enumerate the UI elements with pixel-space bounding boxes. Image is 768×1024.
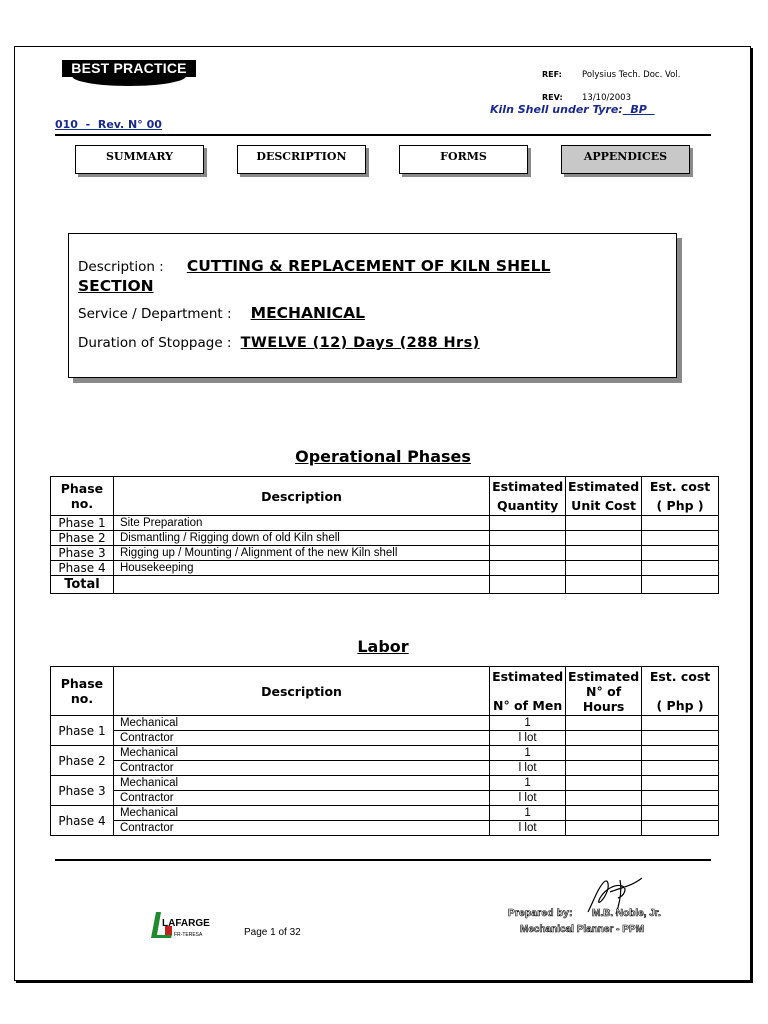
- men-cell: l lot: [490, 821, 566, 836]
- quantity-header-line2: Quantity: [496, 498, 559, 513]
- preparer-title: Mechanical Planner - PPM: [520, 924, 644, 935]
- cost-cell: [642, 531, 719, 546]
- men-cell: 1: [490, 716, 566, 731]
- operational-phases-table: [50, 476, 719, 594]
- unit-cost-cell: [566, 531, 642, 546]
- hours-cell: [566, 731, 642, 746]
- description-button[interactable]: DESCRIPTION: [237, 145, 366, 174]
- cost-cell: [642, 776, 719, 791]
- unit-cost-header: [566, 477, 642, 516]
- hours-header: [566, 667, 642, 716]
- description-cell: Housekeeping: [113, 561, 489, 576]
- prepared-by-label: Prepared by:: [508, 908, 573, 919]
- table-row: [51, 776, 719, 791]
- total-quantity-cell: [490, 576, 566, 594]
- footer-divider: [55, 859, 711, 861]
- description-cell: Contractor: [113, 791, 489, 806]
- cost-cell: [642, 546, 719, 561]
- unit-cost-cell: [566, 516, 642, 531]
- table-row: [51, 531, 719, 546]
- cost-cell: [642, 561, 719, 576]
- description-box: [68, 233, 677, 378]
- men-cell: 1: [490, 776, 566, 791]
- est-cost-header: [642, 667, 719, 716]
- description-cell: Rigging up / Mounting / Alignment of the new Kiln shell: [113, 546, 489, 561]
- est-cost-header-line2: ( Php ): [656, 498, 704, 513]
- unit-cost-header-line2: Unit Cost: [571, 498, 637, 513]
- hours-cell: [566, 806, 642, 821]
- description-cell: Dismantling / Rigging down of old Kiln shell: [113, 531, 489, 546]
- duration-label: Duration of Stoppage :: [78, 335, 232, 351]
- total-cost-cell: [642, 576, 719, 594]
- cost-cell: [642, 516, 719, 531]
- hours-header-line1: Estimated: [568, 668, 640, 684]
- quantity-cell: [490, 561, 566, 576]
- description-label: Description :: [78, 259, 164, 275]
- cost-cell: [642, 761, 719, 776]
- description-cell: Mechanical: [113, 746, 489, 761]
- description-cell: Contractor: [113, 731, 489, 746]
- table-row: [51, 731, 719, 746]
- quantity-cell: [490, 516, 566, 531]
- description-cell: Contractor: [113, 761, 489, 776]
- rev-value: 13/10/2003: [582, 93, 631, 103]
- badge-label: BEST PRACTICE: [62, 60, 196, 77]
- table-row: [51, 516, 719, 531]
- est-cost-header-line1: Est. cost: [649, 669, 711, 684]
- unit-cost-cell: [566, 561, 642, 576]
- description-value: CUTTING & REPLACEMENT OF KILN SHELL: [186, 257, 551, 275]
- unit-cost-header-line1: Estimated: [568, 479, 640, 494]
- table-row: [51, 761, 719, 776]
- ref-value: Polysius Tech. Doc. Vol.: [582, 70, 681, 80]
- phase-cell: Phase 1: [51, 716, 114, 746]
- phase-cell: Phase 3: [51, 546, 114, 561]
- total-label: Total: [51, 576, 114, 594]
- table-row: [51, 561, 719, 576]
- men-cell: 1: [490, 746, 566, 761]
- operational-phases-title: Operational Phases: [295, 447, 471, 466]
- hours-cell: [566, 821, 642, 836]
- description-header: Description: [113, 667, 489, 716]
- labor-title: Labor: [357, 637, 409, 656]
- rev-label: REV:: [542, 93, 563, 102]
- cost-cell: [642, 791, 719, 806]
- appendices-button[interactable]: APPENDICES: [561, 145, 690, 174]
- phase-cell: Phase 2: [51, 746, 114, 776]
- hours-cell: [566, 776, 642, 791]
- cost-cell: [642, 746, 719, 761]
- duration-value: TWELVE (12) Days (288 Hrs): [240, 335, 480, 351]
- subject-code: BP: [622, 103, 655, 116]
- page-number: Page 1 of 32: [244, 927, 301, 938]
- men-cell: 1: [490, 806, 566, 821]
- phase-cell: Phase 4: [51, 806, 114, 836]
- est-cost-header-line2: ( Php ): [656, 698, 704, 713]
- description-cell: Contractor: [113, 821, 489, 836]
- men-header-line2: N° of Men: [492, 698, 563, 713]
- unit-cost-cell: [566, 546, 642, 561]
- table-row: [51, 821, 719, 836]
- hours-cell: [566, 746, 642, 761]
- hours-cell: [566, 716, 642, 731]
- description-cell: Mechanical: [113, 776, 489, 791]
- description-cell: Mechanical: [113, 806, 489, 821]
- phase-cell: Phase 1: [51, 516, 114, 531]
- men-cell: l lot: [490, 761, 566, 776]
- hours-header-line3: Hours: [582, 698, 625, 714]
- phase-cell: Phase 3: [51, 776, 114, 806]
- service-value: MECHANICAL: [250, 304, 365, 322]
- est-cost-header: [642, 477, 719, 516]
- hours-header-line2: N° of: [586, 683, 622, 699]
- phase-no-header: Phase no.: [51, 477, 114, 516]
- men-cell: l lot: [490, 791, 566, 806]
- quantity-header: [490, 477, 566, 516]
- logo-subtext: FR-TERESA: [174, 932, 203, 938]
- phase-no-header: Phase no.: [51, 667, 114, 716]
- forms-button[interactable]: FORMS: [399, 145, 528, 174]
- table-row: [51, 791, 719, 806]
- total-description-cell: [113, 576, 489, 594]
- total-row: [51, 576, 719, 594]
- document-subject: [490, 103, 654, 116]
- quantity-cell: [490, 531, 566, 546]
- logo-text: LAFARGE: [162, 918, 210, 929]
- cost-cell: [642, 806, 719, 821]
- service-label: Service / Department :: [78, 306, 232, 322]
- summary-button[interactable]: SUMMARY: [75, 145, 204, 174]
- cost-cell: [642, 716, 719, 731]
- ref-label: REF:: [542, 70, 562, 79]
- phase-cell: Phase 4: [51, 561, 114, 576]
- best-practice-badge: [62, 60, 196, 86]
- cost-cell: [642, 731, 719, 746]
- prepared-by-name: M.B. Noble, Jr.: [592, 908, 661, 919]
- header-divider: [55, 134, 711, 136]
- men-header-line1: Estimated: [492, 669, 564, 684]
- quantity-header-line1: Estimated: [492, 479, 564, 494]
- hours-cell: [566, 761, 642, 776]
- men-cell: l lot: [490, 731, 566, 746]
- table-row: [51, 806, 719, 821]
- table-row: [51, 546, 719, 561]
- description-header: Description: [113, 477, 489, 516]
- hours-cell: [566, 791, 642, 806]
- table-row: [51, 746, 719, 761]
- lafarge-logo: [148, 910, 216, 940]
- total-unit-cost-cell: [566, 576, 642, 594]
- description-value-continued: SECTION: [78, 277, 154, 295]
- description-cell: Mechanical: [113, 716, 489, 731]
- cost-cell: [642, 821, 719, 836]
- description-cell: Site Preparation: [113, 516, 489, 531]
- phase-cell: Phase 2: [51, 531, 114, 546]
- est-cost-header-line1: Est. cost: [649, 479, 711, 494]
- document-code: 010 - Rev. N° 00: [55, 118, 162, 131]
- labor-table: [50, 666, 719, 836]
- men-header: [490, 667, 566, 716]
- quantity-cell: [490, 546, 566, 561]
- labor-header-row: [51, 667, 719, 716]
- operational-header-row: [51, 477, 719, 516]
- subject-prefix: Kiln Shell under Tyre:: [490, 103, 623, 116]
- table-row: [51, 716, 719, 731]
